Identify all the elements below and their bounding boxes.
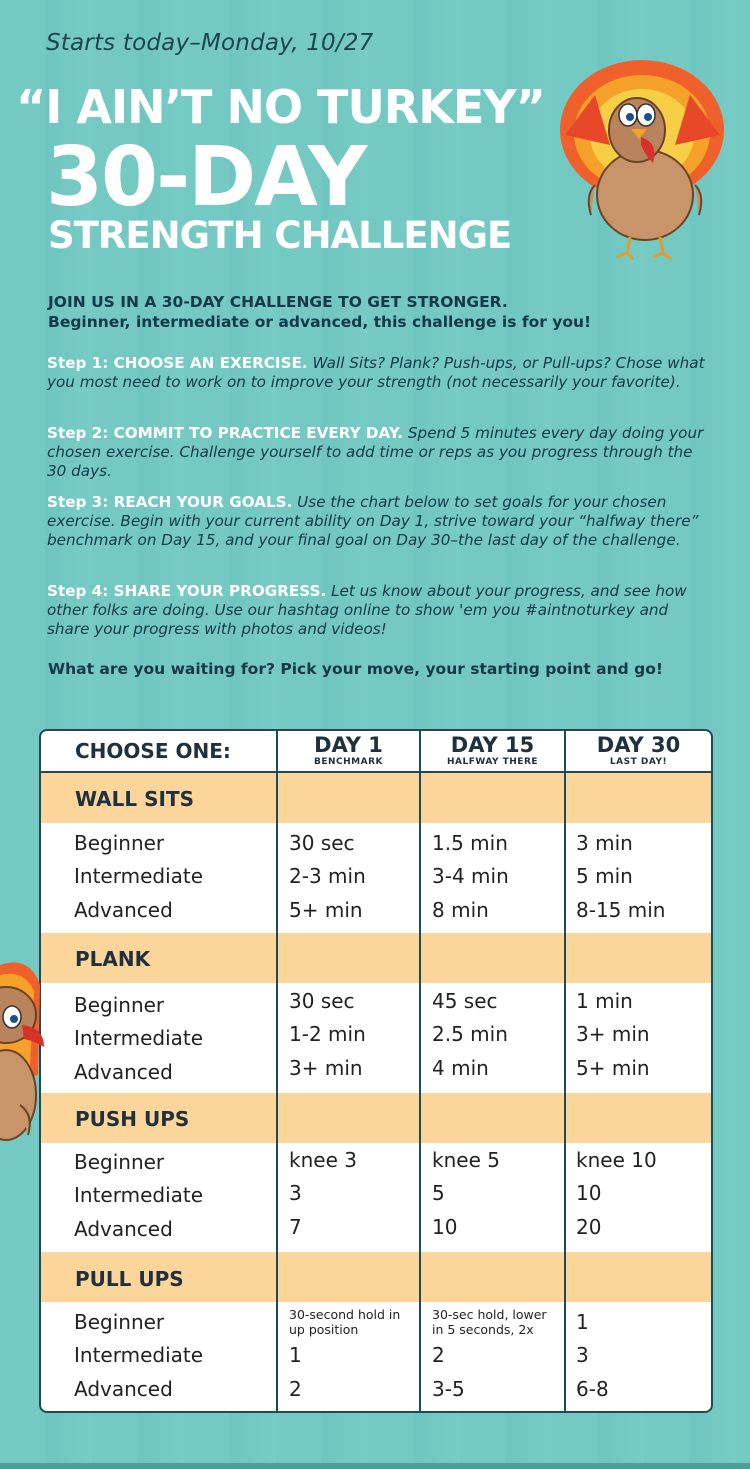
table-cell: 3 min xyxy=(576,831,633,855)
table-cell: 8-15 min xyxy=(576,898,666,922)
day30-header xyxy=(566,733,711,767)
step-3-body: Use the chart below to set goals for your chosen exercise. Begin with your current ability on Day 1, strive toward your “halfway there” benchmark on Day 15, and your final goal on Day 30–the last day of the challenge. xyxy=(47,493,699,549)
table-cell: knee 3 xyxy=(289,1148,357,1172)
table-cell: 20 xyxy=(576,1215,602,1239)
table-cell: 2-3 min xyxy=(289,864,366,888)
step-1-heading: Step 1: CHOOSE AN EXERCISE. xyxy=(47,354,308,372)
section-pull-ups: PULL UPS xyxy=(75,1267,184,1291)
level-label: Beginner xyxy=(74,1310,165,1334)
table-cell: 2 xyxy=(289,1377,302,1401)
table-cell: 5 min xyxy=(576,864,633,888)
day1-label: DAY 1 xyxy=(314,733,383,757)
table-cell: 10 xyxy=(432,1215,458,1239)
table-cell: 3+ min xyxy=(289,1056,363,1080)
column-divider xyxy=(564,731,566,1411)
table-cell: 5 xyxy=(432,1181,445,1205)
table-cell: 1 min xyxy=(576,989,633,1013)
title-subtitle: STRENGTH CHALLENGE xyxy=(48,214,512,257)
goals-table xyxy=(39,729,713,1413)
header-divider xyxy=(41,771,711,773)
table-cell: 45 sec xyxy=(432,989,498,1013)
intro xyxy=(48,292,708,332)
step-3 xyxy=(47,493,707,550)
table-cell: 3-4 min xyxy=(432,864,509,888)
level-label: Beginner xyxy=(74,993,165,1017)
title-30-day: 30-DAY xyxy=(46,130,366,225)
step-4-heading: Step 4: SHARE YOUR PROGRESS. xyxy=(47,582,327,600)
table-cell: 2 xyxy=(432,1343,445,1367)
table-cell: 1 xyxy=(576,1310,589,1334)
level-label: Advanced xyxy=(74,1060,173,1084)
day1-header xyxy=(278,733,419,767)
table-cell: 1 xyxy=(289,1343,302,1367)
step-2 xyxy=(47,424,707,481)
table-cell: 7 xyxy=(289,1215,302,1239)
table-cell: 1-2 min xyxy=(289,1022,366,1046)
step-3-heading: Step 3: REACH YOUR GOALS. xyxy=(47,493,293,511)
intro-line-2: Beginner, intermediate or advanced, this challenge is for you! xyxy=(48,313,592,331)
column-divider xyxy=(276,731,278,1411)
turkey-illustration xyxy=(555,55,730,260)
level-label: Beginner xyxy=(74,1150,165,1174)
title-quote: “I AIN’T NO TURKEY” xyxy=(16,80,545,134)
day30-label: DAY 30 xyxy=(596,733,681,757)
level-label: Intermediate xyxy=(74,1343,204,1367)
table-cell: 3 xyxy=(289,1181,302,1205)
table-cell: 30-second hold in up position xyxy=(289,1307,401,1337)
table-cell: 30-sec hold, lower in 5 seconds, 2x xyxy=(432,1307,547,1337)
section-push-ups: PUSH UPS xyxy=(75,1107,190,1131)
step-1-body: Wall Sits? Plank? Push-ups, or Pull-ups? Chose what you most need to work on to improve your strength (not necessarily your favorite). xyxy=(47,354,705,391)
table-cell: 6-8 xyxy=(576,1377,609,1401)
table-cell: 5+ min xyxy=(289,898,363,922)
table-cell: 2.5 min xyxy=(432,1022,508,1046)
peeking-turkey-illustration xyxy=(0,955,44,1150)
table-cell: 10 xyxy=(576,1181,602,1205)
table-cell: 3 xyxy=(576,1343,589,1367)
table-cell: 3-5 xyxy=(432,1377,465,1401)
day15-label: DAY 15 xyxy=(450,733,535,757)
day30-sub: LAST DAY! xyxy=(609,757,668,767)
table-cell: 30 sec xyxy=(289,831,355,855)
step-4-body: Let us know about your progress, and see how other folks are doing. Use our hashtag online to show 'em you #aintnoturkey and share your progress with photos and videos! xyxy=(47,582,687,638)
level-label: Advanced xyxy=(74,1377,173,1401)
step-2-body: Spend 5 minutes every day doing your chosen exercise. Challenge yourself to add time or reps as you progress through the 30 days. xyxy=(47,424,704,480)
table-cell: knee 5 xyxy=(432,1148,500,1172)
start-date: Starts today–Monday, 10/27 xyxy=(46,30,374,56)
level-label: Advanced xyxy=(74,898,173,922)
table-cell: knee 10 xyxy=(576,1148,657,1172)
choose-one-header: CHOOSE ONE: xyxy=(75,739,231,763)
level-label: Intermediate xyxy=(74,864,204,888)
step-2-heading: Step 2: COMMIT TO PRACTICE EVERY DAY. xyxy=(47,424,404,442)
table-cell: 5+ min xyxy=(576,1056,650,1080)
column-divider xyxy=(419,731,421,1411)
table-cell: 4 min xyxy=(432,1056,489,1080)
day15-header xyxy=(421,733,564,767)
table-cell: 3+ min xyxy=(576,1022,650,1046)
section-plank: PLANK xyxy=(75,947,151,971)
intro-line-1: JOIN US IN A 30-DAY CHALLENGE TO GET STRONGER. xyxy=(48,293,508,311)
step-4 xyxy=(47,582,707,639)
section-wall-sits: WALL SITS xyxy=(75,787,194,811)
day15-sub: HALFWAY THERE xyxy=(446,757,539,767)
table-cell: 30 sec xyxy=(289,989,355,1013)
level-label: Intermediate xyxy=(74,1026,204,1050)
bottom-border xyxy=(0,1463,750,1469)
table-cell: 8 min xyxy=(432,898,489,922)
call-to-action: What are you waiting for? Pick your move, your starting point and go! xyxy=(48,660,663,678)
table-cell: 1.5 min xyxy=(432,831,508,855)
level-label: Advanced xyxy=(74,1217,173,1241)
step-1 xyxy=(47,354,707,392)
level-label: Beginner xyxy=(74,831,165,855)
level-label: Intermediate xyxy=(74,1183,204,1207)
day1-sub: BENCHMARK xyxy=(313,757,383,767)
